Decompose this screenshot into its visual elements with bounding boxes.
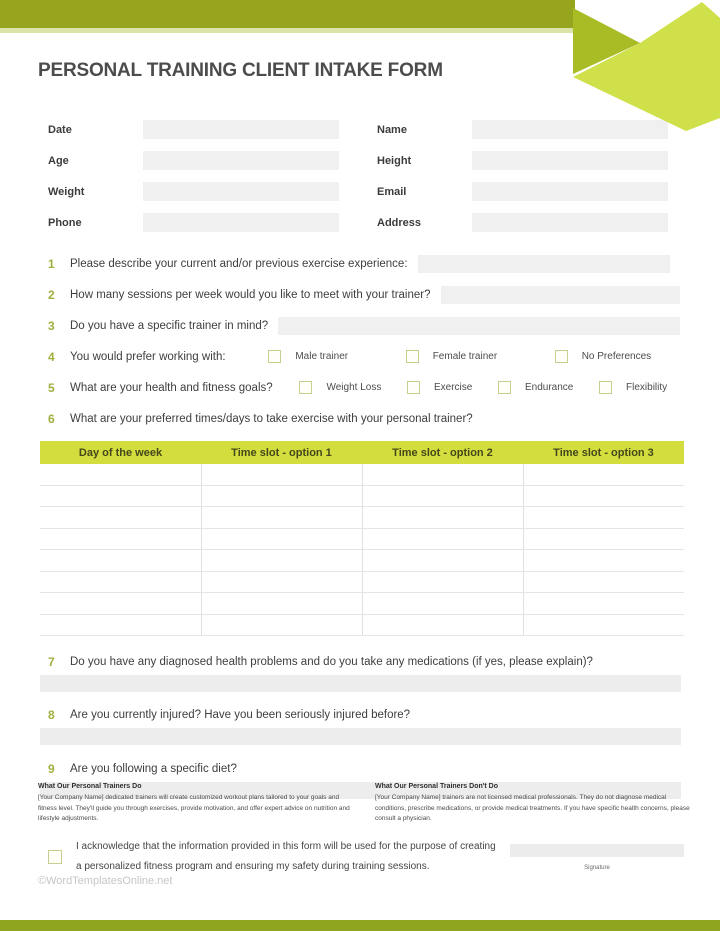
question-number: 9 [48,761,55,776]
disclaimer-body: [Your Company Name] dedicated trainers will create customized workout plans tailored to your goals and fitness level. They'll guide you through exercises, provide motivation, and offer expert advice on nutrition and lifestyle adjustments. [38,794,350,823]
schedule-cell[interactable] [523,571,684,593]
field-name [377,120,668,139]
schedule-cell[interactable] [523,614,684,636]
signature-area [510,844,684,871]
schedule-cell[interactable] [201,528,362,550]
acknowledgment-checkbox[interactable] [48,850,62,864]
exercise-experience-input[interactable] [418,255,670,273]
personal-info-section [48,120,668,232]
schedule-cell[interactable] [201,593,362,615]
schedule-cell[interactable] [201,464,362,485]
disclaimer-heading: What Our Personal Trainers Don't Do [375,783,499,790]
question-9 [48,759,681,778]
question-text: You would prefer working with: [70,350,226,363]
footer-bar-decoration [0,920,720,931]
fitness-goals-options [287,381,680,394]
trainer-preference-options [240,350,680,363]
field-label: Email [377,185,407,198]
field-label: Age [48,154,69,167]
schedule-row [40,614,684,636]
header-row [40,441,684,464]
address-input[interactable] [472,213,668,232]
field-label: Name [377,123,407,136]
field-label: Height [377,154,412,167]
male-trainer-checkbox[interactable] [268,350,281,363]
question-number: 4 [48,349,55,364]
schedule-row [40,593,684,615]
acknowledgment-section [48,837,688,877]
schedule-table-header [40,441,684,464]
schedule-cell[interactable] [523,507,684,529]
weight-loss-checkbox[interactable] [299,381,312,394]
schedule-cell[interactable] [362,571,523,593]
flexibility-checkbox[interactable] [599,381,612,394]
no-preferences-checkbox[interactable] [555,350,568,363]
questions-section [48,254,680,428]
weight-input[interactable] [143,182,339,201]
schedule-cell[interactable] [362,528,523,550]
field-label: Date [48,123,72,136]
question-7 [48,652,681,671]
question-6 [48,409,680,428]
option-label: Female trainer [432,351,498,362]
column-header-option1: Time slot - option 1 [201,441,362,464]
schedule-cell[interactable] [523,485,684,507]
disclaimers-section [38,783,695,825]
endurance-checkbox[interactable] [498,381,511,394]
schedule-cell[interactable] [523,464,684,485]
question-number: 5 [48,380,55,395]
question-text: Do you have a specific trainer in mind? [70,319,269,332]
schedule-cell[interactable] [40,571,201,593]
option-exercise [407,381,472,394]
sessions-per-week-input[interactable] [441,286,681,304]
field-phone [48,213,339,232]
question-text: Are you currently injured? Have you been seriously injured before? [70,708,411,721]
option-label: No Preferences [581,351,652,362]
schedule-cell[interactable] [362,593,523,615]
question-text: Do you have any diagnosed health problems and do you take any medications (if yes, please explain)? [70,655,593,668]
question-2 [48,285,680,304]
question-number: 3 [48,318,55,333]
question-text: Are you following a specific diet? [70,762,237,775]
acknowledgment-text: I acknowledge that the information provided in this form will be used for the purpose of creating a personalized fitness program and ensuring my safety during training sessions. [76,841,496,872]
question-text: How many sessions per week would you like to meet with your trainer? [70,288,431,301]
watermark: ©WordTemplatesOnline.net [38,875,173,887]
option-flexibility [599,381,667,394]
schedule-cell[interactable] [523,593,684,615]
schedule-row [40,571,684,593]
banner-strip [0,28,575,33]
field-date [48,120,339,139]
schedule-table [40,441,684,636]
question-3 [48,316,680,335]
schedule-row [40,507,684,529]
schedule-row [40,464,684,485]
schedule-cell[interactable] [40,507,201,529]
column-header-day: Day of the week [40,441,201,464]
disclaimer-body: [Your Company Name] trainers are not licensed medical professionals. They do not diagnose medical conditions, prescribe medications, or provide medical treatments. If you have specific health concerns, please consult a physician. [375,794,690,823]
schedule-cell[interactable] [362,485,523,507]
schedule-cell[interactable] [40,485,201,507]
schedule-cell[interactable] [40,528,201,550]
schedule-cell[interactable] [40,614,201,636]
page-title: PERSONAL TRAINING CLIENT INTAKE FORM [38,60,443,81]
column-header-option2: Time slot - option 2 [362,441,523,464]
disclaimer-trainers-dont-do [375,783,695,825]
schedule-cell[interactable] [201,550,362,572]
health-problems-input[interactable] [40,675,681,692]
option-endurance [498,381,573,394]
option-label: Endurance [525,382,574,393]
schedule-cell[interactable] [523,528,684,550]
field-label: Weight [48,185,85,198]
schedule-cell[interactable] [40,464,201,485]
age-input[interactable] [143,151,339,170]
question-text: Please describe your current and/or previous exercise experience: [70,257,408,270]
question-text: What are your health and fitness goals? [70,381,273,394]
name-input[interactable] [472,120,668,139]
schedule-row [40,485,684,507]
question-1 [48,254,680,273]
question-5 [48,378,680,397]
female-trainer-checkbox[interactable] [406,350,419,363]
height-input[interactable] [472,151,668,170]
option-no-preferences [555,350,651,363]
signature-input[interactable] [510,844,684,857]
question-text: What are your preferred times/days to take exercise with your personal trainer? [70,412,473,425]
disclaimer-heading: What Our Personal Trainers Do [38,783,142,790]
banner-bar [0,0,575,28]
field-address [377,213,668,232]
question-number: 2 [48,287,55,302]
question-number: 6 [48,411,55,426]
injury-history-input[interactable] [40,728,681,745]
schedule-cell[interactable] [523,550,684,572]
schedule-row [40,550,684,572]
schedule-row [40,528,684,550]
schedule-cell[interactable] [362,614,523,636]
option-female-trainer [406,350,497,363]
exercise-checkbox[interactable] [407,381,420,394]
field-email [377,182,668,201]
email-input[interactable] [472,182,668,201]
phone-input[interactable] [143,213,339,232]
question-number: 1 [48,256,55,271]
option-label: Male trainer [295,351,349,362]
question-number: 7 [48,654,55,669]
date-input[interactable] [143,120,339,139]
signature-label: Signature [584,864,610,871]
schedule-table-body [40,464,684,636]
option-male-trainer [268,350,348,363]
disclaimer-trainers-do [38,783,358,825]
schedule-cell[interactable] [362,550,523,572]
option-label: Flexibility [626,382,668,393]
schedule-cell[interactable] [201,485,362,507]
field-label: Phone [48,216,82,229]
option-label: Weight Loss [326,382,382,393]
schedule-cell[interactable] [201,507,362,529]
field-weight [48,182,339,201]
specific-trainer-input[interactable] [278,317,680,335]
schedule-cell[interactable] [362,464,523,485]
schedule-cell[interactable] [201,571,362,593]
question-number: 8 [48,707,55,722]
schedule-cell[interactable] [201,614,362,636]
question-4 [48,347,680,366]
question-8 [48,705,681,724]
schedule-cell[interactable] [362,507,523,529]
field-age [48,151,339,170]
field-height [377,151,668,170]
option-weight-loss [299,381,381,394]
column-header-option3: Time slot - option 3 [523,441,684,464]
schedule-cell[interactable] [40,593,201,615]
field-label: Address [377,216,422,229]
option-label: Exercise [433,382,473,393]
schedule-cell[interactable] [40,550,201,572]
